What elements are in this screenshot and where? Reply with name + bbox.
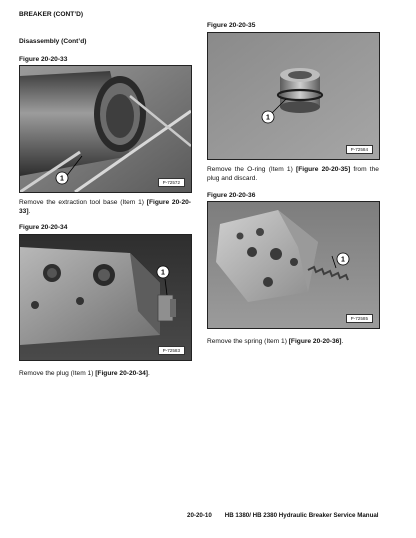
figure-33-reference[interactable]: [Figure 20-20-33] [19,199,191,215]
figure-35-reference[interactable]: [Figure 20-20-35] [296,166,351,173]
page-number: 20-20-10 [187,512,212,519]
page-footer [187,512,392,519]
step-34-text: Remove the plug (Item 1) [Figure 20-20-34]. [19,370,150,377]
figure-36-callout: 1 [341,256,345,264]
section-title: BREAKER (CONT’D) [19,11,84,18]
figure-33-photo-id: P-72572 [158,178,185,187]
subsection-title: Disassembly (Cont’d) [19,38,87,45]
step-36-text: Remove the spring (Item 1) [Figure 20-20-36]. [207,338,344,345]
figure-34-photo [19,234,192,361]
figure-35-callout: 1 [266,114,270,122]
manual-title: HB 1380/ HB 2380 Hydraulic Breaker Service Manual [224,512,379,519]
step-35-text: Remove the O-ring (Item 1) [Figure 20-20-35] from the plug and discard. [207,166,379,182]
figure-36-photo [207,201,380,329]
figure-36-photo-id: P-72585 [346,314,373,323]
figure-33-caption: Figure 20-20-33 [19,56,68,63]
figure-34-caption: Figure 20-20-34 [19,224,68,231]
figure-35-caption: Figure 20-20-35 [207,22,256,29]
figure-36-caption: Figure 20-20-36 [207,192,256,199]
figure-35-photo-id: P-72584 [346,145,373,154]
figure-34-reference[interactable]: [Figure 20-20-34] [95,370,149,377]
figure-34-photo-id: P-72583 [158,346,185,355]
figure-33-photo [19,65,192,193]
step-33-text: Remove the extraction tool base (Item 1) [Figure 20-20-33]. [19,199,191,215]
figure-33-callout: 1 [60,175,64,183]
figure-35-photo [207,32,380,160]
figure-36-reference[interactable]: [Figure 20-20-36] [288,338,342,345]
figure-34-callout: 1 [161,269,165,277]
